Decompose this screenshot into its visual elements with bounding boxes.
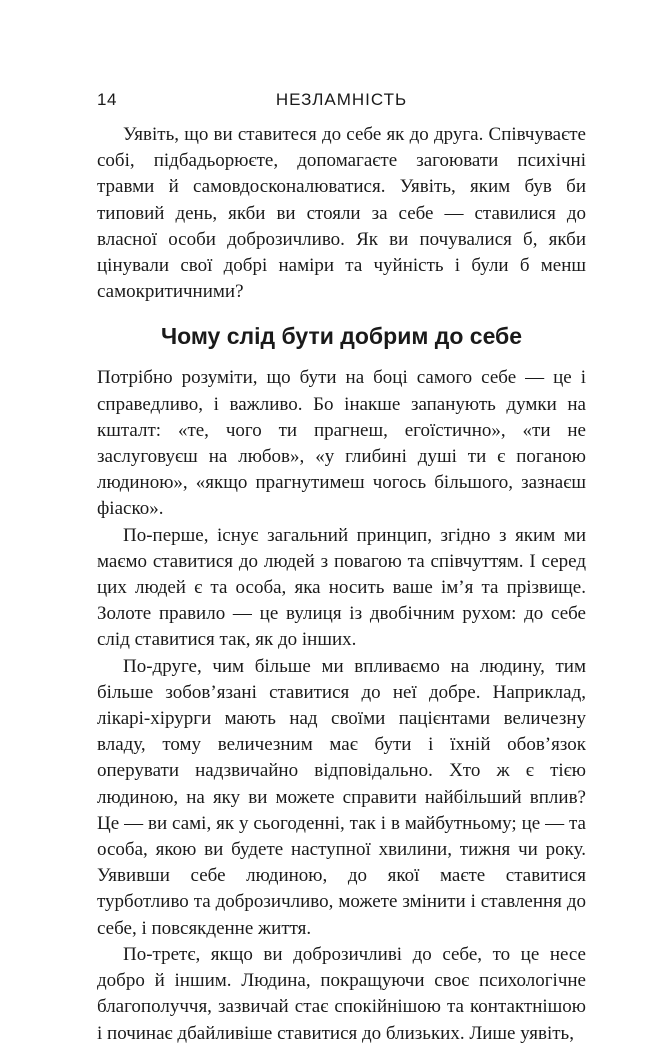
book-title: НЕЗЛАМНІСТЬ	[275, 90, 408, 109]
body-text	[97, 122, 586, 1047]
paragraph-1: Потрібно розуміти, що бути на боці самого себе — це і справедливо, і важливо. Бо інакше запанують думки на кшталт: «те, чого ти прагнеш, егоїстично», «ти не заслуговуєш на любов», «у глибині душі ти є поганою людиною», «якщо прагнутимеш чогось більшого, зазнаєш фіаско».	[97, 367, 586, 520]
running-header	[97, 88, 586, 114]
section-heading: Чому слід бути добрим до себе	[160, 323, 523, 350]
intro-paragraph: Уявіть, що ви ставитеся до себе як до друга. Співчуваєте собі, підбадьорюєте, допомагаєте загоювати психічні травми й самовдосконалюватися. Уявіть, яким був би типовий день, якби ви стояли за себе — ставилися до власної особи доброзичливо. Як ви почувалися б, якби цінували свої добрі наміри та чуйність і були б менш самокритичними?	[97, 124, 586, 303]
page-number: 14	[97, 90, 117, 109]
paragraph-4: По-третє, якщо ви доброзичливі до себе, то це несе добро й іншим. Людина, покращуючи своє психологічне благополуччя, зазвичай стає спокійнішою та контактнішою і починає дбайливіше ставитися до близьких. Лише уявіть,	[97, 943, 586, 1044]
paragraph-3: По-друге, чим більше ми впливаємо на людину, тим більше зобов’язані ставитися до неї добре. Наприклад, лікарі-хірурги мають над своїми пацієнтами величезну владу, тому величезним має бути і їхній обов’язок оперувати надзвичайно відповідально. Хто ж є тією людиною, на яку ви можете справити найбільший вплив? Це — ви самі, як у сьогоденні, так і в майбутньому; це — та особа, якою ви будете наступної хвилини, тижня чи року. Уявивши себе людиною, до якої маєте ставитися турботливо та доброзичливо, можете змінити і ставлення до себе, і повсякденне життя.	[97, 655, 586, 939]
paragraph-2: По-перше, існує загальний принцип, згідно з яким ми маємо ставитися до людей з повагою та співчуттям. І серед цих людей є та особа, яка носить ваше ім’я та прізвище. Золоте правило — це вулиця із двобічним рухом: до себе слід ставитися так, як до інших.	[97, 524, 586, 651]
